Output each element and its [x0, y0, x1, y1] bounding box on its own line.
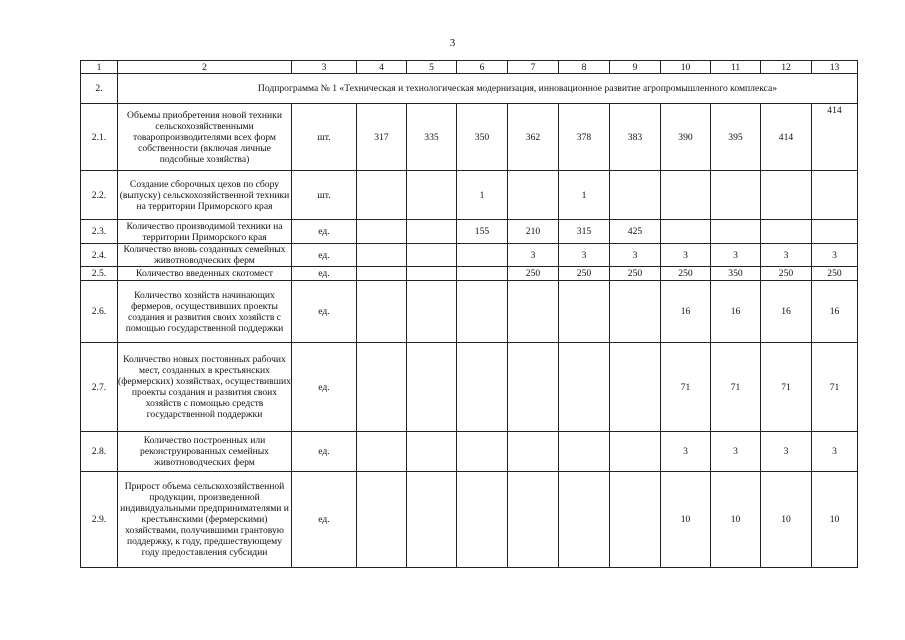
indicator-row	[81, 432, 858, 472]
value-cell-col-13: 3	[812, 432, 858, 472]
value-cell-col-7	[508, 171, 559, 220]
value-cell-col-11: 350	[711, 267, 761, 281]
header-cell: 4	[357, 61, 407, 74]
value-cell-col-9: 383	[610, 104, 661, 171]
header-cell: 10	[661, 61, 711, 74]
row-number: 2.4.	[81, 244, 118, 267]
indicator-name: Количество производимой техники на территории Приморского края	[118, 220, 292, 244]
value-cell-col-12	[761, 220, 812, 244]
value-cell-col-9: 3	[610, 244, 661, 267]
row-number: 2.2.	[81, 171, 118, 220]
value-cell-col-9	[610, 432, 661, 472]
value-cell-col-13	[812, 171, 858, 220]
value-cell-col-5	[407, 171, 457, 220]
indicator-row	[81, 171, 858, 220]
value-cell-col-8: 250	[559, 267, 610, 281]
row-number: 2.1.	[81, 104, 118, 171]
value-cell-col-12	[761, 171, 812, 220]
value-cell-col-13: 250	[812, 267, 858, 281]
value-cell-col-5	[407, 343, 457, 432]
unit-cell: ед.	[292, 472, 357, 568]
value-cell-col-12: 16	[761, 281, 812, 343]
header-cell: 6	[457, 61, 508, 74]
indicator-name: Количество вновь созданных семейных животноводческих ферм	[118, 244, 292, 267]
subprogram-number: 2.	[81, 74, 118, 104]
unit-cell: ед.	[292, 220, 357, 244]
value-cell-col-13	[812, 220, 858, 244]
value-cell-col-12: 71	[761, 343, 812, 432]
subprogram-title: Подпрограмма № 1 «Техническая и технологическая модернизация, инновационное развитие агропромышленного комплекса»	[118, 74, 858, 104]
value-cell-col-10: 71	[661, 343, 711, 432]
unit-cell: ед.	[292, 432, 357, 472]
value-cell-col-6	[457, 432, 508, 472]
value-cell-col-8	[559, 472, 610, 568]
value-cell-col-6	[457, 343, 508, 432]
row-number: 2.3.	[81, 220, 118, 244]
value-cell-col-11: 3	[711, 432, 761, 472]
value-cell-col-13: 71	[812, 343, 858, 432]
value-cell-col-9	[610, 281, 661, 343]
indicators-table	[80, 60, 858, 568]
value-cell-col-7: 250	[508, 267, 559, 281]
value-cell-col-12: 3	[761, 244, 812, 267]
value-cell-col-10: 3	[661, 244, 711, 267]
unit-cell: ед.	[292, 244, 357, 267]
indicator-name: Количество введенных скотомест	[118, 267, 292, 281]
unit-cell: ед.	[292, 281, 357, 343]
value-cell-col-7	[508, 343, 559, 432]
value-cell-col-11: 10	[711, 472, 761, 568]
value-cell-col-6	[457, 267, 508, 281]
header-cell: 7	[508, 61, 559, 74]
value-cell-col-5	[407, 244, 457, 267]
header-cell: 11	[711, 61, 761, 74]
value-cell-col-8: 3	[559, 244, 610, 267]
value-cell-col-5	[407, 220, 457, 244]
header-cell: 13	[812, 61, 858, 74]
indicator-row	[81, 472, 858, 568]
value-cell-col-10: 250	[661, 267, 711, 281]
row-number: 2.8.	[81, 432, 118, 472]
value-cell-col-4	[357, 244, 407, 267]
value-cell-col-4	[357, 343, 407, 432]
indicator-row	[81, 220, 858, 244]
value-cell-col-10	[661, 220, 711, 244]
row-number: 2.5.	[81, 267, 118, 281]
indicator-row	[81, 267, 858, 281]
value-cell-col-4: 317	[357, 104, 407, 171]
value-cell-col-10: 16	[661, 281, 711, 343]
value-cell-col-8	[559, 343, 610, 432]
value-cell-col-12: 414	[761, 104, 812, 171]
row-number: 2.9.	[81, 472, 118, 568]
value-cell-col-7: 362	[508, 104, 559, 171]
value-cell-col-8	[559, 281, 610, 343]
value-cell-col-11: 71	[711, 343, 761, 432]
value-cell-col-8: 378	[559, 104, 610, 171]
unit-cell: шт.	[292, 171, 357, 220]
value-cell-col-9: 250	[610, 267, 661, 281]
value-cell-col-4	[357, 472, 407, 568]
value-cell-col-9	[610, 171, 661, 220]
indicator-name: Объемы приобретения новой техники сельскохозяйственными товаропроизводителями всех форм собственности (включая личные подсобные хозяйства)	[118, 104, 292, 171]
value-cell-col-8	[559, 432, 610, 472]
indicator-name: Количество построенных или реконструированных семейных животноводческих ферм	[118, 432, 292, 472]
value-cell-col-9	[610, 472, 661, 568]
value-cell-col-9: 425	[610, 220, 661, 244]
indicator-row	[81, 281, 858, 343]
header-cell: 3	[292, 61, 357, 74]
value-cell-col-9	[610, 343, 661, 432]
header-cell: 5	[407, 61, 457, 74]
row-number: 2.7.	[81, 343, 118, 432]
indicator-name: Количество хозяйств начинающих фермеров, осуществивших проекты создания и развития своих хозяйств с помощью государственной поддержки	[118, 281, 292, 343]
value-cell-col-5: 335	[407, 104, 457, 171]
value-cell-col-8: 1	[559, 171, 610, 220]
value-cell-col-10	[661, 171, 711, 220]
value-cell-col-13: 16	[812, 281, 858, 343]
value-cell-col-11	[711, 171, 761, 220]
value-cell-col-12: 10	[761, 472, 812, 568]
value-cell-col-6: 155	[457, 220, 508, 244]
value-cell-col-5	[407, 267, 457, 281]
column-number-header-row	[81, 61, 858, 74]
value-cell-col-5	[407, 472, 457, 568]
indicator-name: Создание сборочных цехов по сбору (выпуску) сельскохозяйственной техники на территории Приморского края	[118, 171, 292, 220]
value-cell-col-4	[357, 432, 407, 472]
value-cell-col-7: 210	[508, 220, 559, 244]
unit-cell: ед.	[292, 343, 357, 432]
value-cell-col-13: 414	[812, 104, 858, 171]
value-cell-col-7: 3	[508, 244, 559, 267]
indicator-row	[81, 104, 858, 171]
value-cell-col-12: 3	[761, 432, 812, 472]
header-cell: 1	[81, 61, 118, 74]
unit-cell: шт.	[292, 104, 357, 171]
value-cell-col-6	[457, 281, 508, 343]
value-cell-col-10: 10	[661, 472, 711, 568]
value-cell-col-7	[508, 472, 559, 568]
value-cell-col-4	[357, 171, 407, 220]
value-cell-col-4	[357, 281, 407, 343]
value-cell-col-11: 3	[711, 244, 761, 267]
value-cell-col-4	[357, 220, 407, 244]
indicator-row	[81, 343, 858, 432]
value-cell-col-6	[457, 244, 508, 267]
value-cell-col-6: 1	[457, 171, 508, 220]
subprogram-row	[81, 74, 858, 104]
row-number: 2.6.	[81, 281, 118, 343]
indicator-row	[81, 244, 858, 267]
value-cell-col-6	[457, 472, 508, 568]
value-cell-col-10: 3	[661, 432, 711, 472]
value-cell-col-5	[407, 281, 457, 343]
value-cell-col-13: 3	[812, 244, 858, 267]
value-cell-col-12: 250	[761, 267, 812, 281]
value-cell-col-4	[357, 267, 407, 281]
value-cell-col-5	[407, 432, 457, 472]
value-cell-col-11	[711, 220, 761, 244]
header-cell: 8	[559, 61, 610, 74]
unit-cell: ед.	[292, 267, 357, 281]
value-cell-col-7	[508, 281, 559, 343]
value-cell-col-7	[508, 432, 559, 472]
value-cell-col-8: 315	[559, 220, 610, 244]
header-cell: 9	[610, 61, 661, 74]
value-cell-col-11: 16	[711, 281, 761, 343]
value-cell-col-11: 395	[711, 104, 761, 171]
value-cell-col-6: 350	[457, 104, 508, 171]
page-number: 3	[449, 37, 456, 49]
value-cell-col-10: 390	[661, 104, 711, 171]
header-cell: 12	[761, 61, 812, 74]
indicator-name: Прирост объема сельскохозяйственной продукции, произведенной индивидуальными предпринимателями и крестьянскими (фермерскими) хозяйствами, получившими грантовую поддержку, к году, предшествующему году предоставления субсидии	[118, 472, 292, 568]
value-cell-col-13: 10	[812, 472, 858, 568]
header-cell: 2	[118, 61, 292, 74]
indicator-name: Количество новых постоянных рабочих мест, созданных в крестьянских (фермерских) хозяйствах, осуществивших проекты создания и развития своих хозяйств с помощью средств государственной поддержки	[118, 343, 292, 432]
